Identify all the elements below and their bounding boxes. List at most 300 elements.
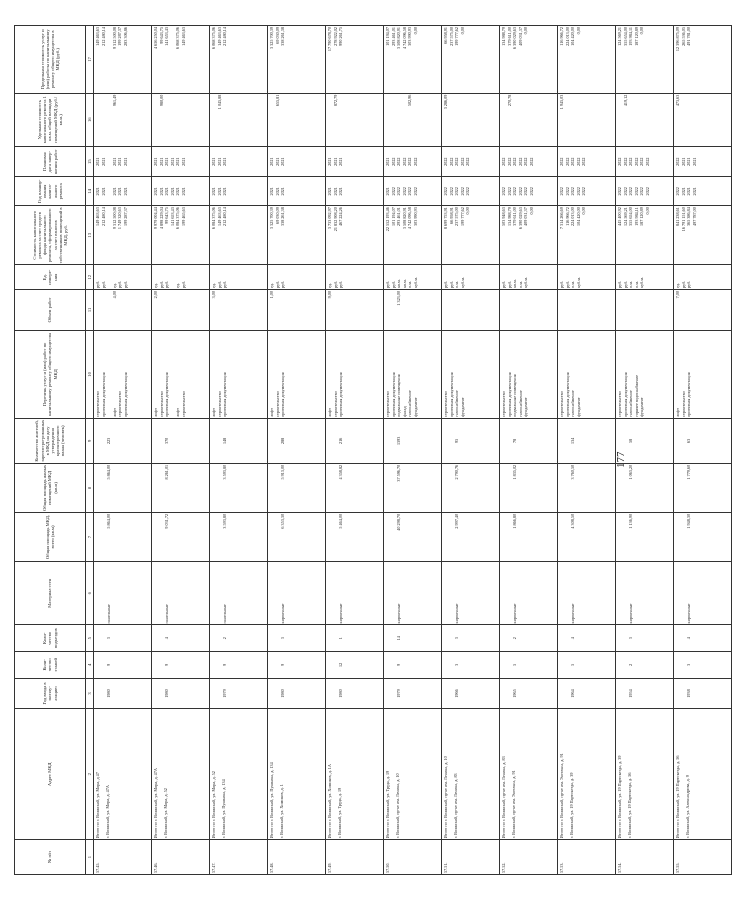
row-number: 57.48. xyxy=(268,840,326,875)
cost-line: 1 749 320,63 xyxy=(117,207,123,230)
units-cell xyxy=(674,265,732,290)
max-cost-line: 293 461,01 xyxy=(390,27,396,46)
area-living-cell: 37 596,70 xyxy=(384,463,442,512)
works-line: лифт xyxy=(675,407,680,417)
cost-cell xyxy=(152,206,210,265)
volume-line xyxy=(587,291,593,329)
works-line: проектная документация xyxy=(222,372,228,417)
works-line: строительство xyxy=(274,391,280,417)
cost-line: 212 480,14 xyxy=(100,207,106,226)
year-cell: 1966 xyxy=(442,678,500,709)
area-total-cell: 2 997,40 xyxy=(442,512,500,561)
address-line: г. Волжский, ул. Мира, д. 52 xyxy=(162,788,168,839)
works-line: проектная документация xyxy=(564,372,570,417)
units-cell xyxy=(210,265,268,290)
address-total-line: Итого по г. Волжский, пр-кт им. Ленина, д. 83 xyxy=(501,756,506,839)
units-line: ед. xyxy=(175,283,181,288)
units-line: руб. xyxy=(180,280,186,288)
area-living-cell: 2 790,76 xyxy=(442,463,500,512)
works-line: строительство xyxy=(680,391,686,417)
max-cost-cell xyxy=(210,26,268,94)
volume-line: 1,00 xyxy=(269,291,274,299)
unit-cost-line xyxy=(529,95,535,145)
max-cost-line: 149 463,63 xyxy=(216,27,222,46)
address-cell xyxy=(384,709,442,840)
works-line: проектная документация xyxy=(122,372,128,417)
plan-year-line: 2022 xyxy=(390,187,396,196)
address-total-line: Итого по г. Волжский, ул. 19 Партсъезда, д. 56 xyxy=(675,755,680,839)
works-line: строительство xyxy=(117,391,123,417)
max-cost-line: 116 966,72 xyxy=(559,27,564,46)
unit-cost-cell xyxy=(94,93,152,146)
max-cost-cell xyxy=(152,26,210,94)
cost-line: 355 654,00 xyxy=(628,207,634,226)
entrances-cell: 3 xyxy=(616,625,674,652)
table-row xyxy=(500,26,558,875)
cost-line: 199 287,37 xyxy=(122,207,128,226)
cost-line xyxy=(471,207,477,263)
units-line: ед. xyxy=(269,283,274,288)
cost-line: 9 979 004,44 xyxy=(153,207,158,230)
area-total-cell: 1 136,90 xyxy=(616,512,674,561)
units-line: руб. xyxy=(617,280,622,288)
table-row xyxy=(268,26,326,875)
volume-cell xyxy=(268,290,326,331)
end-date-line: 2022 xyxy=(443,157,448,166)
works-line: подвальные помещения xyxy=(512,374,518,417)
unit-cost-line: 980,00 xyxy=(158,94,164,107)
plan-year-line: 2021 xyxy=(338,187,344,196)
end-date-line: 2021 xyxy=(338,157,344,166)
table-row xyxy=(384,26,442,875)
max-cost-line xyxy=(529,27,535,92)
end-date-line: 2022 xyxy=(570,157,576,166)
area-living-cell: 5 864,00 xyxy=(94,463,152,512)
max-cost-line: 278 922,02 xyxy=(332,27,338,46)
end-date-line: 2021 xyxy=(111,157,117,166)
header-cell: Стоимость капитального ремонта за счет средств фонда капитального ремонта, сформированного за счет взносов собственников помещений в МКД, руб. xyxy=(15,206,86,265)
unit-cost-cell xyxy=(500,93,558,146)
column-number: 5 xyxy=(86,625,94,652)
end-date-line: 2021 xyxy=(122,157,128,166)
cost-line: 237 575,00 xyxy=(454,207,460,226)
entrances-cell: 4 xyxy=(558,625,616,652)
header-row xyxy=(15,26,86,875)
works-line: газоснабжение xyxy=(517,390,523,417)
works-cell xyxy=(384,330,442,418)
cost-cell xyxy=(326,206,384,265)
max-cost-line: 101 194,07 xyxy=(385,27,390,46)
volume-line xyxy=(123,291,129,329)
area-total-cell: 1 948,30 xyxy=(674,512,732,561)
end-date-line xyxy=(239,148,245,176)
material-cell: кирпичные xyxy=(616,562,674,625)
plan-year-line: 2022 xyxy=(644,187,650,196)
max-cost-line: 6 068 375,06 xyxy=(211,27,216,49)
max-cost-line xyxy=(703,27,709,92)
unit-cost-line: 3 286,09 xyxy=(443,94,448,110)
column-number: 13 xyxy=(86,206,94,265)
plan-year-cell xyxy=(558,177,616,206)
end-date-line: 2022 xyxy=(512,157,518,166)
address-total-line: Итого по г. Волжский, ул. Труда, д. 19 xyxy=(385,770,390,839)
address-cell xyxy=(674,709,732,840)
works-line: строительство xyxy=(180,391,186,417)
unit-cost-line: 419,12 xyxy=(622,94,628,107)
header-cell: Удельная стоимость капитального ремонта 1 кв.м. общей площади помещений МКД (руб./кв.м.) xyxy=(15,93,86,146)
works-line xyxy=(355,332,361,417)
year-cell: 1979 xyxy=(384,678,442,709)
plan-year-line xyxy=(297,179,303,205)
volume-line: 2,00 xyxy=(153,291,158,299)
works-line: фундамент xyxy=(412,397,418,417)
end-date-line: 2022 xyxy=(639,157,645,166)
units-line: руб. xyxy=(448,280,454,288)
plan-year-cell xyxy=(674,177,732,206)
column-number: 17 xyxy=(86,26,94,94)
row-number: 57.46. xyxy=(152,840,210,875)
plan-year-line: 2021 xyxy=(180,187,186,196)
volume-line xyxy=(181,291,187,329)
max-cost-line: 199 287,37 xyxy=(117,27,123,46)
year-cell: 1979 xyxy=(210,678,268,709)
area-total-cell: 9 031,72 xyxy=(152,512,210,561)
column-number: 6 xyxy=(86,562,94,625)
end-date-line: 2021 xyxy=(691,157,697,166)
units-line: п.м. xyxy=(570,281,576,288)
unit-cost-cell xyxy=(210,93,268,146)
row-number: 57.51. xyxy=(442,840,500,875)
plan-year-line: 2021 xyxy=(222,187,228,196)
works-line: строительство xyxy=(559,391,564,417)
cost-line: 3 733 092,97 xyxy=(327,207,332,230)
cost-line: 22 552 193,46 xyxy=(385,207,390,232)
units-line: куб.м. xyxy=(459,277,465,288)
plan-year-line: 2021 xyxy=(158,187,164,196)
unit-cost-cell xyxy=(442,93,500,146)
works-line: лифт xyxy=(269,407,274,417)
table-row xyxy=(152,26,210,875)
column-number: 12 xyxy=(86,265,94,290)
end-date-cell xyxy=(268,146,326,177)
units-line: руб. xyxy=(95,280,100,288)
header-cell: Общая площадь жилых помещений МКД (кв.м) xyxy=(15,463,86,512)
header-cell: Материал стен xyxy=(15,562,86,625)
works-line: лифт xyxy=(327,407,332,417)
units-line xyxy=(645,266,651,288)
column-number: 11 xyxy=(86,290,94,331)
max-cost-line: 9 312 500,08 xyxy=(111,27,117,49)
end-date-line: 2022 xyxy=(407,157,413,166)
address-cell xyxy=(268,709,326,840)
plan-year-cell xyxy=(384,177,442,206)
volume-line xyxy=(239,291,245,329)
units-cell xyxy=(616,265,674,290)
units-cell xyxy=(94,265,152,290)
address-line: г. Волжский, ул. Александрова, д. 9 xyxy=(684,775,690,839)
plan-year-line: 2022 xyxy=(617,187,622,196)
units-line: кв.м. xyxy=(512,279,518,288)
table-row xyxy=(326,26,384,875)
max-cost-cell xyxy=(558,26,616,94)
header-cell: Количество жителей, зарегистри-рованных в МКД на дату утверждения краткосрочного плана (человек) xyxy=(15,418,86,463)
end-date-line: 2022 xyxy=(528,157,534,166)
end-date-line: 2021 xyxy=(680,157,686,166)
works-line: проектная документация xyxy=(686,372,692,417)
units-line: руб. xyxy=(122,280,128,288)
works-line: строительство xyxy=(501,391,506,417)
works-line xyxy=(471,332,477,417)
floors-cell: 3 xyxy=(674,652,732,679)
material-cell: кирпичные xyxy=(500,562,558,625)
end-date-line: 2021 xyxy=(280,157,286,166)
address-line: г. Волжский, пр-кт им. Ленина, д. 83 xyxy=(452,773,458,839)
header-cell: Коли-чество этажей xyxy=(15,652,86,679)
column-number-row xyxy=(86,26,94,875)
unit-cost-line: 1 045,88 xyxy=(216,94,222,110)
header-cell: Объем работ xyxy=(15,290,86,331)
unit-cost-line xyxy=(181,95,187,145)
plan-year-line: 2022 xyxy=(575,187,581,196)
units-line: ед. xyxy=(211,283,216,288)
address-cell xyxy=(94,709,152,840)
works-line: проектная документация xyxy=(390,372,396,417)
area-living-cell: 8 261,01 xyxy=(152,463,210,512)
cost-line: 497 787,00 xyxy=(691,207,697,226)
row-number: 57.53. xyxy=(558,840,616,875)
end-date-line: 2021 xyxy=(269,157,274,166)
end-date-line: 2022 xyxy=(675,157,680,166)
end-date-line: 2022 xyxy=(564,157,570,166)
end-date-line: 2021 xyxy=(117,157,123,166)
residents-cell: 58 xyxy=(616,418,674,463)
max-cost-line: 990 261,75 xyxy=(338,27,344,46)
address-total-line: Итого по г. Волжский, ул. Химиков, д. 1А xyxy=(327,764,332,839)
header-cell: Год планир-ования капита-льного ремонта xyxy=(15,177,86,206)
units-cell xyxy=(384,265,442,290)
plan-year-line: 2021 xyxy=(274,187,280,196)
plan-year-line: 2022 xyxy=(528,187,534,196)
units-cell xyxy=(442,265,500,290)
plan-year-line: 2021 xyxy=(332,187,338,196)
material-cell: кирпичные xyxy=(384,562,442,625)
max-cost-line xyxy=(587,27,593,92)
address-line: г. Волжский, пр-кт им. Энгельса, д. 91 xyxy=(510,770,516,839)
plan-year-line: 2022 xyxy=(622,187,628,196)
plan-year-line xyxy=(471,179,477,205)
capital-repair-table xyxy=(14,25,732,875)
header-cell: Год ввода в эксплу-атацию xyxy=(15,678,86,709)
max-cost-line: 69 030,09 xyxy=(274,27,280,44)
cost-line: 841 238,61 xyxy=(675,207,680,226)
units-cell xyxy=(152,265,210,290)
end-date-line: 2022 xyxy=(401,157,407,166)
address-total-line: Итого по г. Волжский, ул. Мира, д. 47А xyxy=(153,768,158,839)
unit-cost-line xyxy=(297,95,303,145)
works-line: фасад xyxy=(401,406,407,417)
entrances-cell: 2 xyxy=(500,625,558,652)
volume-line: 1 323,00 xyxy=(396,291,402,306)
cost-line: 199 465,63 xyxy=(180,207,186,226)
plan-year-line: 2021 xyxy=(169,187,175,196)
end-date-line xyxy=(471,148,477,176)
plan-year-cell xyxy=(94,177,152,206)
units-line: куб.м. xyxy=(523,277,529,288)
volume-line xyxy=(413,291,419,329)
cost-line: 467 224,26 xyxy=(338,207,344,226)
address-line: г. Волжский, ул. 19 Партсъезда, д. 39 xyxy=(568,772,574,839)
material-cell: панельные xyxy=(94,562,152,625)
max-cost-line: 6 390 029,63 xyxy=(512,27,518,49)
column-number: 16 xyxy=(86,93,94,146)
area-total-cell: 1 866,80 xyxy=(500,512,558,561)
page-number: 177 xyxy=(615,451,627,468)
table-row xyxy=(558,26,616,875)
works-line: проектная документация xyxy=(506,372,512,417)
material-cell: панельные xyxy=(152,562,210,625)
row-number: 57.52. xyxy=(500,840,558,875)
row-number: 57.47. xyxy=(210,840,268,875)
max-cost-line: 237 575,00 xyxy=(448,27,454,46)
volume-cell xyxy=(442,290,500,331)
works-line: газоснабжение xyxy=(454,390,460,417)
works-line: проектная документация xyxy=(280,372,286,417)
address-line: г. Волжский, пр-кт им. Ленина, д. 10 xyxy=(394,773,400,839)
max-cost-line: 17 790 678,70 xyxy=(327,27,332,52)
works-cell xyxy=(210,330,268,418)
end-date-line: 2021 xyxy=(180,157,186,166)
end-date-line: 2022 xyxy=(448,157,454,166)
max-cost-line: 187 120,89 xyxy=(633,27,639,46)
cost-line: 3 508 820,91 xyxy=(401,207,407,230)
works-line xyxy=(239,332,245,417)
max-cost-cell xyxy=(268,26,326,94)
units-line: руб. xyxy=(158,280,164,288)
max-cost-cell xyxy=(326,26,384,94)
max-cost-line: 3 508 820,91 xyxy=(396,27,402,49)
works-line: лифт xyxy=(153,407,158,417)
cost-line: 104 420,00 xyxy=(575,207,581,226)
units-line: куб.м. xyxy=(575,277,581,288)
volume-line xyxy=(645,291,651,329)
unit-cost-line xyxy=(645,95,651,145)
works-line: лифт xyxy=(111,407,117,417)
end-date-line: 2021 xyxy=(385,157,390,166)
works-line xyxy=(645,332,651,417)
unit-cost-line: 1 945,03 xyxy=(559,94,564,110)
max-cost-line: 0,00 xyxy=(412,27,418,35)
address-cell xyxy=(558,709,616,840)
residents-cell: 216 xyxy=(326,418,384,463)
column-number: 9 xyxy=(86,418,94,463)
material-cell: кирпичные xyxy=(326,562,384,625)
units-line: п.м. xyxy=(407,281,413,288)
end-date-line: 2022 xyxy=(501,157,506,166)
table-row xyxy=(210,26,268,875)
units-line: руб. xyxy=(559,280,564,288)
volume-cell xyxy=(384,290,442,331)
plan-year-cell xyxy=(500,177,558,206)
entrances-cell: 4 xyxy=(674,625,732,652)
address-cell xyxy=(442,709,500,840)
plan-year-line: 2021 xyxy=(100,187,106,196)
unit-cost-cell xyxy=(268,93,326,146)
max-cost-line: 12 396 875,09 xyxy=(675,27,680,52)
volume-cell xyxy=(210,290,268,331)
column-number: 2 xyxy=(86,709,94,840)
end-date-line: 2022 xyxy=(523,157,529,166)
address-line: г. Волжский, ул. Химиков, д. 1 xyxy=(278,784,284,839)
material-cell: кирпичные xyxy=(268,562,326,625)
units-line: кв.м. xyxy=(396,279,402,288)
cost-line: 16 791 151,60 xyxy=(680,207,686,232)
max-cost-cell xyxy=(442,26,500,94)
end-date-cell xyxy=(152,146,210,177)
area-living-cell: 4 358,82 xyxy=(326,463,384,512)
cost-line: 141 653,43 xyxy=(169,207,175,226)
cost-line: 66 958,91 xyxy=(448,207,454,224)
max-cost-line: 0,00 xyxy=(575,27,581,35)
unit-cost-line: 961,49 xyxy=(111,94,117,107)
header-cell: Предельная стоимость услуг и (или) работы по капитальному ремонту общего имущества в МКД (руб.) xyxy=(15,26,86,94)
year-cell: 1980 xyxy=(268,678,326,709)
header-cell: Перечень услуг и (или) работ по капитальному ремонту общего имущества МКД xyxy=(15,330,86,418)
address-total-line: Итого по г. Волжский, пр-кт им. Энгельса, д. 91 xyxy=(559,753,564,839)
address-total-line: Итого по г. Волжский, ул. 19 Партсъезда, д. 39 xyxy=(617,755,622,839)
residents-cell: 63 xyxy=(674,418,732,463)
area-total-cell: 3 593,80 xyxy=(210,512,268,561)
volume-line xyxy=(529,291,535,329)
cost-line xyxy=(355,207,361,263)
unit-cost-line xyxy=(471,95,477,145)
max-cost-line: 124 569,21 xyxy=(617,27,622,46)
end-date-line: 2022 xyxy=(506,157,512,166)
column-number: 10 xyxy=(86,330,94,418)
floors-cell: 9 xyxy=(210,652,268,679)
column-number: 1 xyxy=(86,840,94,875)
end-date-line: 2021 xyxy=(211,157,216,166)
table-body xyxy=(94,26,732,875)
header-cell: № п/п xyxy=(15,840,86,875)
works-line: строительство xyxy=(385,391,390,417)
max-cost-line: 3 325 700,39 xyxy=(269,27,274,49)
works-line: проектная документация xyxy=(448,372,454,417)
volume-cell xyxy=(326,290,384,331)
end-date-line: 2022 xyxy=(575,157,581,166)
unit-cost-line: 270,78 xyxy=(506,94,512,107)
material-cell: кирпичные xyxy=(442,562,500,625)
units-cell xyxy=(326,265,384,290)
end-date-line: 2021 xyxy=(222,157,228,166)
year-cell: 1938 xyxy=(674,678,732,709)
volume-cell xyxy=(616,290,674,331)
max-cost-line: 303 990,93 xyxy=(407,27,413,46)
year-cell: 1954 xyxy=(616,678,674,709)
plan-year-line: 2022 xyxy=(564,187,570,196)
units-line xyxy=(297,266,303,288)
works-cell xyxy=(616,330,674,418)
area-living-cell: 1 779,60 xyxy=(674,463,732,512)
works-line: подвальные помещения xyxy=(396,374,402,417)
floors-cell: 9 xyxy=(94,652,152,679)
units-line: ед. xyxy=(153,283,158,288)
units-line: кв.м. xyxy=(401,279,407,288)
cost-cell xyxy=(210,206,268,265)
column-number: 3 xyxy=(86,678,94,709)
plan-year-line: 2022 xyxy=(454,187,460,196)
plan-year-line: 2022 xyxy=(448,187,454,196)
residents-cell: 95 xyxy=(442,418,500,463)
